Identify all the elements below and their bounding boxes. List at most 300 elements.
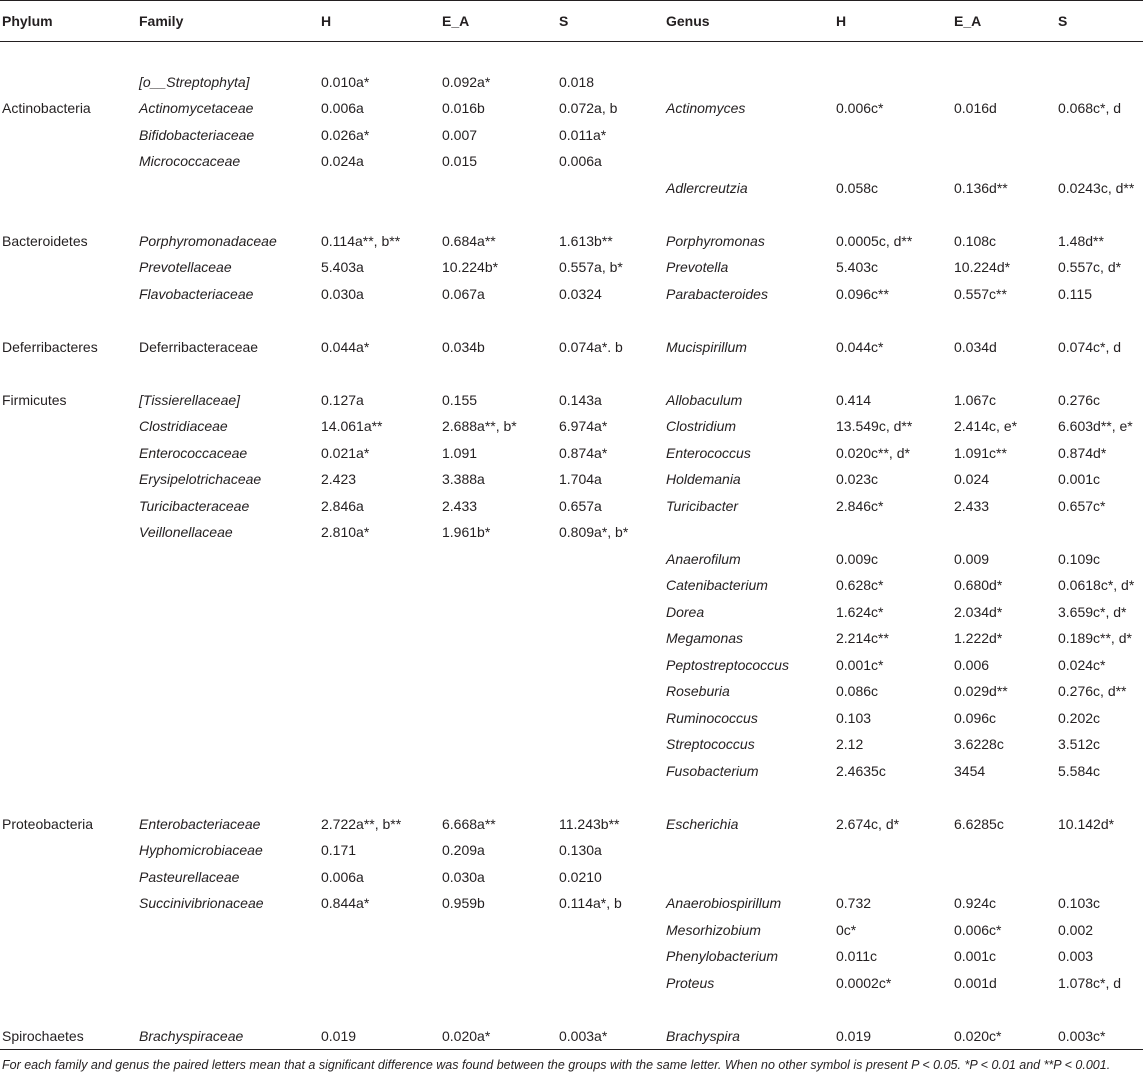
spacer-cell <box>0 784 1143 811</box>
cell-family-ea: 1.961b* <box>442 524 491 541</box>
cell-genus <box>664 519 834 546</box>
cell-genus-ea: 0.680d* <box>954 577 1003 594</box>
cell-family-s <box>557 572 664 599</box>
cell-family-h: 0.044a* <box>321 338 370 355</box>
cell-family-ea: 3.388a <box>442 471 485 488</box>
cell-family-ea: 6.668a** <box>442 815 496 832</box>
cell-genus-h: 0.414 <box>836 391 872 408</box>
cell-genus: Catenibacterium <box>666 577 768 594</box>
cell-genus-s: 0.276c, d** <box>1058 683 1127 700</box>
cell-phylum <box>0 466 137 493</box>
cell-phylum <box>0 413 137 440</box>
table-row <box>0 228 1143 255</box>
cell-genus-h: 2.12 <box>836 736 864 753</box>
cell-family-s <box>557 917 664 944</box>
cell-genus: Adlercreutzia <box>666 179 748 196</box>
cell-phylum <box>0 572 137 599</box>
cell-genus-ea: 2.433 <box>954 497 990 514</box>
cell-family: Micrococcaceae <box>139 153 241 170</box>
cell-family-ea: 0.209a <box>442 842 485 859</box>
cell-genus-ea: 0.006c* <box>954 921 1002 938</box>
cell-genus-h: 0.628c* <box>836 577 884 594</box>
cell-phylum <box>0 917 137 944</box>
cell-genus-ea: 0.924c <box>954 895 997 912</box>
spacer-cell <box>0 42 1143 69</box>
cell-genus: Turicibacter <box>666 497 739 514</box>
cell-genus <box>664 69 834 96</box>
cell-genus-h: 0.006c* <box>836 100 884 117</box>
cell-family: Porphyromonadaceae <box>139 232 277 249</box>
cell-phylum <box>0 758 137 785</box>
cell-genus <box>664 837 834 864</box>
cell-phylum <box>0 281 137 308</box>
cell-family <box>137 572 319 599</box>
cell-family-h: 0.026a* <box>321 126 370 143</box>
cell-family-s <box>557 175 664 202</box>
cell-family-h: 0.019 <box>319 1023 440 1050</box>
cell-phylum <box>0 625 137 652</box>
cell-genus-h: 0.103 <box>836 709 872 726</box>
cell-phylum: Firmicutes <box>2 391 67 408</box>
cell-family-s: 0.0324 <box>559 285 602 302</box>
table-row <box>0 334 1143 361</box>
cell-phylum <box>0 175 137 202</box>
cell-genus-h: 0.0002c* <box>836 974 892 991</box>
cell-family-h: 2.846a <box>321 497 364 514</box>
cell-phylum <box>0 678 137 705</box>
table-row <box>0 705 1143 732</box>
cell-genus-h: 0.001c* <box>836 656 884 673</box>
cell-family-ea <box>440 175 557 202</box>
spacer-cell <box>0 996 1143 1023</box>
cell-genus-s: 0.874d* <box>1058 444 1107 461</box>
table-row <box>0 175 1143 202</box>
cell-family-s <box>557 599 664 626</box>
cell-genus-ea: 6.6285c <box>954 815 1004 832</box>
cell-family-h: 5.403a <box>321 259 364 276</box>
cell-genus: Actinomyces <box>666 100 746 117</box>
cell-genus-h: 0.058c <box>836 179 879 196</box>
cell-family: Enterococcaceae <box>139 444 248 461</box>
cell-genus-s: 1.078c*, d <box>1058 974 1122 991</box>
cell-family-s: 0.072a, b <box>559 100 618 117</box>
cell-family-h <box>319 175 440 202</box>
cell-family-h <box>319 599 440 626</box>
cell-genus: Parabacteroides <box>666 285 768 302</box>
cell-genus-s: 10.142d* <box>1058 815 1115 832</box>
cell-genus-ea: 0.009 <box>954 550 990 567</box>
cell-genus: Roseburia <box>666 683 730 700</box>
cell-family-s <box>557 705 664 732</box>
cell-genus-ea: 0.557c** <box>954 285 1007 302</box>
cell-genus-ea <box>952 122 1056 149</box>
cell-genus-h <box>834 148 952 175</box>
spacer-cell <box>0 201 1143 228</box>
cell-genus-s: 0.109c <box>1058 550 1101 567</box>
cell-genus <box>664 864 834 891</box>
cell-genus: Holdemania <box>666 471 741 488</box>
cell-phylum: Deferribacteres <box>2 338 98 355</box>
cell-family-h <box>319 546 440 573</box>
table-row <box>0 678 1143 705</box>
cell-family-ea: 0.030a <box>442 868 485 885</box>
cell-genus-s: 3.512c <box>1058 736 1101 753</box>
cell-phylum <box>0 864 137 891</box>
cell-genus-ea: 3.6228c <box>954 736 1004 753</box>
cell-genus: Allobaculum <box>666 391 743 408</box>
table-body <box>0 42 1143 1050</box>
table-row <box>0 970 1143 997</box>
cell-phylum <box>0 254 137 281</box>
cell-family-h <box>319 678 440 705</box>
cell-family-h <box>319 943 440 970</box>
cell-family-s: 0.018 <box>559 73 595 90</box>
table-row <box>0 281 1143 308</box>
cell-family: [o__Streptophyta] <box>139 73 250 90</box>
table-row <box>0 387 1143 414</box>
spacer-row <box>0 307 1143 334</box>
cell-genus-s: 3.659c*, d* <box>1058 603 1127 620</box>
cell-family: Bifidobacteriaceae <box>139 126 255 143</box>
header-family-s: S <box>557 1 664 42</box>
cell-family-s: 0.874a* <box>559 444 608 461</box>
cell-genus: Phenylobacterium <box>666 948 779 965</box>
cell-family-h: 0.006a <box>321 100 364 117</box>
cell-family-s: 0.011a* <box>559 126 607 143</box>
cell-family-h <box>319 705 440 732</box>
cell-genus-h: 0.044c* <box>836 338 884 355</box>
cell-genus-s: 0.074c*, d <box>1058 338 1122 355</box>
table-row <box>0 837 1143 864</box>
cell-genus: Mesorhizobium <box>666 921 761 938</box>
cell-family: Veillonellaceae <box>139 524 233 541</box>
cell-family-ea <box>440 943 557 970</box>
cell-family-ea <box>440 970 557 997</box>
cell-genus-ea: 0.029d** <box>954 683 1008 700</box>
cell-genus-s: 0.0618c*, d* <box>1058 577 1135 594</box>
table-row <box>0 917 1143 944</box>
cell-genus-ea <box>952 837 1056 864</box>
cell-family-ea: 0.155 <box>442 391 478 408</box>
cell-family: Prevotellaceae <box>139 259 232 276</box>
spacer-row <box>0 784 1143 811</box>
cell-genus-s: 0.276c <box>1058 391 1101 408</box>
cell-family-ea <box>440 731 557 758</box>
cell-genus-s: 0.557c, d* <box>1058 259 1122 276</box>
cell-genus-ea: 0.006 <box>954 656 990 673</box>
spacer-row <box>0 360 1143 387</box>
cell-genus: Ruminococcus <box>666 709 758 726</box>
cell-family-s <box>557 546 664 573</box>
cell-genus-ea: 2.414c, e* <box>954 418 1018 435</box>
table-row <box>0 148 1143 175</box>
cell-family-h: 0.024a <box>321 153 364 170</box>
cell-family-ea: 0.067a <box>442 285 485 302</box>
cell-family <box>137 546 319 573</box>
header-family-ea: E_A <box>440 1 557 42</box>
cell-family-ea <box>440 546 557 573</box>
cell-family-h <box>319 917 440 944</box>
header-genus-ea: E_A <box>952 1 1056 42</box>
cell-family-ea <box>440 572 557 599</box>
cell-family <box>137 943 319 970</box>
cell-genus-s <box>1056 837 1143 864</box>
table-row <box>0 122 1143 149</box>
table-row <box>0 493 1143 520</box>
cell-genus: Dorea <box>666 603 705 620</box>
cell-genus-h: 0c* <box>836 921 857 938</box>
cell-family-s: 0.657a <box>559 497 602 514</box>
table-row <box>0 572 1143 599</box>
cell-family-ea <box>440 705 557 732</box>
cell-phylum <box>0 440 137 467</box>
cell-genus: Escherichia <box>666 815 739 832</box>
cell-family-h: 0.114a**, b** <box>321 232 401 249</box>
cell-family <box>137 731 319 758</box>
cell-genus-ea: 1.091c** <box>954 444 1007 461</box>
cell-family <box>137 917 319 944</box>
cell-family-h <box>319 572 440 599</box>
table-row <box>0 811 1143 838</box>
cell-family-s: 0.0210 <box>559 868 602 885</box>
cell-family-h: 0.844a* <box>321 895 370 912</box>
cell-phylum <box>0 519 137 546</box>
cell-genus-s: 0.0243c, d** <box>1058 179 1135 196</box>
cell-genus: Megamonas <box>666 630 744 647</box>
cell-phylum: Bacteroidetes <box>2 232 88 249</box>
cell-genus-s: 0.068c*, d <box>1058 100 1122 117</box>
cell-family-s: 0.809a*, b* <box>559 524 629 541</box>
cell-family-s <box>557 678 664 705</box>
cell-genus-h <box>834 519 952 546</box>
cell-genus <box>664 122 834 149</box>
cell-family <box>137 175 319 202</box>
cell-family-ea <box>440 917 557 944</box>
cell-phylum <box>0 599 137 626</box>
cell-genus-ea: 0.016d <box>954 100 997 117</box>
cell-genus-s <box>1056 122 1143 149</box>
cell-genus-s <box>1056 864 1143 891</box>
cell-genus-s: 6.603d**, e* <box>1058 418 1133 435</box>
table-row <box>0 890 1143 917</box>
cell-genus-h: 2.846c* <box>836 497 884 514</box>
header-family-h: H <box>319 1 440 42</box>
cell-genus: Mucispirillum <box>666 338 747 355</box>
cell-genus-ea: 0.024 <box>954 471 990 488</box>
cell-family-ea: 0.007 <box>442 126 478 143</box>
cell-family-h: 2.810a* <box>321 524 370 541</box>
header-phylum: Phylum <box>0 1 137 42</box>
cell-family-h: 0.021a* <box>321 444 370 461</box>
cell-family-ea: 2.688a**, b* <box>442 418 517 435</box>
cell-family-s <box>557 758 664 785</box>
cell-family-h <box>319 731 440 758</box>
cell-phylum <box>0 69 137 96</box>
cell-phylum: Actinobacteria <box>2 100 91 117</box>
cell-phylum <box>0 705 137 732</box>
cell-genus-s <box>1056 519 1143 546</box>
table-row <box>0 519 1143 546</box>
cell-family: Actinomycetaceae <box>139 100 254 117</box>
cell-genus-h: 0.732 <box>836 895 872 912</box>
cell-genus-h: 0.009c <box>836 550 879 567</box>
cell-family-h: 14.061a** <box>321 418 383 435</box>
cell-genus-h <box>834 837 952 864</box>
cell-family-s <box>557 731 664 758</box>
table-row <box>0 864 1143 891</box>
cell-genus-ea <box>952 864 1056 891</box>
header-genus-s: S <box>1056 1 1143 42</box>
cell-genus: Anaerofilum <box>666 550 741 567</box>
cell-family-ea <box>440 625 557 652</box>
cell-phylum <box>0 837 137 864</box>
cell-genus-h <box>834 122 952 149</box>
cell-family-s: 0.006a <box>559 153 602 170</box>
cell-phylum <box>0 652 137 679</box>
spacer-row <box>0 42 1143 69</box>
cell-genus-ea: 0.096c <box>954 709 997 726</box>
cell-family <box>137 758 319 785</box>
cell-genus-s: 0.002 <box>1058 921 1094 938</box>
cell-genus-s: 0.024c* <box>1058 656 1106 673</box>
table-row <box>0 625 1143 652</box>
spacer-cell <box>0 360 1143 387</box>
cell-genus-h: 0.096c** <box>836 285 889 302</box>
cell-genus: Streptococcus <box>666 736 755 753</box>
cell-genus-ea: 10.224d* <box>954 259 1011 276</box>
cell-family: Succinivibrionaceae <box>139 895 264 912</box>
cell-genus-h: 13.549c, d** <box>836 418 913 435</box>
cell-phylum <box>0 943 137 970</box>
cell-family-ea: 2.433 <box>442 497 478 514</box>
cell-family-s: 0.130a <box>559 842 602 859</box>
cell-genus-s: 5.584c <box>1058 762 1101 779</box>
cell-genus-s <box>1056 148 1143 175</box>
cell-genus-h: 5.403c <box>836 259 879 276</box>
cell-family-ea: 0.020a* <box>440 1023 557 1050</box>
cell-genus-ea: 0.136d** <box>954 179 1008 196</box>
cell-genus-h: 0.020c**, d* <box>836 444 910 461</box>
cell-genus-ea: 0.108c <box>954 232 997 249</box>
cell-phylum <box>0 148 137 175</box>
spacer-row <box>0 201 1143 228</box>
cell-genus: Porphyromonas <box>666 232 765 249</box>
cell-genus-ea: 1.067c <box>954 391 997 408</box>
cell-family-ea <box>440 758 557 785</box>
cell-genus-h: 1.624c* <box>836 603 884 620</box>
cell-genus-h <box>834 864 952 891</box>
cell-genus-ea: 1.222d* <box>954 630 1003 647</box>
cell-genus-ea: 0.020c* <box>952 1023 1056 1050</box>
cell-phylum: Proteobacteria <box>2 815 94 832</box>
cell-genus-s: 0.003 <box>1058 948 1094 965</box>
cell-genus: Proteus <box>666 974 715 991</box>
cell-genus-s: 0.657c* <box>1058 497 1106 514</box>
cell-genus-s: 0.115 <box>1058 285 1092 302</box>
cell-family <box>137 970 319 997</box>
cell-family: Pasteurellaceae <box>139 868 240 885</box>
cell-phylum <box>0 493 137 520</box>
cell-genus <box>664 148 834 175</box>
cell-family-ea <box>440 652 557 679</box>
cell-family-s <box>557 970 664 997</box>
cell-phylum <box>0 546 137 573</box>
cell-genus-s: 1.48d** <box>1058 232 1104 249</box>
table-row <box>0 758 1143 785</box>
cell-family-s: 0.114a*, b <box>559 895 622 912</box>
cell-family <box>137 625 319 652</box>
cell-family-h: 0.006a <box>321 868 364 885</box>
cell-genus-h: 0.011c <box>836 948 877 965</box>
cell-genus-h <box>834 69 952 96</box>
table-row <box>0 1023 1143 1050</box>
table-row <box>0 466 1143 493</box>
cell-genus-h: 0.019 <box>834 1023 952 1050</box>
header-row <box>0 1 1143 42</box>
cell-genus-ea <box>952 519 1056 546</box>
cell-genus-s: 0.103c <box>1058 895 1101 912</box>
cell-family: Deferribacteraceae <box>139 338 259 355</box>
spacer-cell <box>0 307 1143 334</box>
cell-family: Turicibacteraceae <box>139 497 250 514</box>
cell-family-h <box>319 652 440 679</box>
cell-family-ea: 0.015 <box>442 153 478 170</box>
cell-family-h: 2.423 <box>321 471 357 488</box>
cell-family-s: 6.974a* <box>559 418 608 435</box>
cell-family <box>137 705 319 732</box>
cell-family-ea: 0.959b <box>442 895 485 912</box>
table-row <box>0 69 1143 96</box>
cell-family <box>137 652 319 679</box>
cell-genus-ea <box>952 69 1056 96</box>
table-row <box>0 413 1143 440</box>
cell-family-ea: 0.684a** <box>442 232 496 249</box>
cell-family-ea <box>440 599 557 626</box>
cell-genus-h: 0.0005c, d** <box>836 232 913 249</box>
cell-family: Erysipelotrichaceae <box>139 471 262 488</box>
cell-family-ea <box>440 678 557 705</box>
table-footnote: For each family and genus the paired letters mean that a significant difference was found between the groups with the same letter. When no other symbol is present P < 0.05. *P < 0.01 and **P < 0.001. <box>2 1058 1111 1072</box>
cell-family-h: 0.030a <box>321 285 364 302</box>
cell-family-ea: 0.092a* <box>442 73 491 90</box>
cell-family: [Tissierellaceae] <box>139 391 241 408</box>
cell-family <box>137 599 319 626</box>
cell-family: Clostridiaceae <box>139 418 228 435</box>
cell-genus: Enterococcus <box>666 444 751 461</box>
cell-genus-s: 0.202c <box>1058 709 1101 726</box>
cell-family-h: 0.127a <box>321 391 364 408</box>
table-row <box>0 943 1143 970</box>
cell-genus-h: 0.086c <box>836 683 879 700</box>
table-row <box>0 254 1143 281</box>
cell-family <box>137 678 319 705</box>
cell-phylum <box>0 122 137 149</box>
table-row <box>0 546 1143 573</box>
cell-genus-s: 0.189c**, d* <box>1058 630 1132 647</box>
spacer-row <box>0 996 1143 1023</box>
cell-family-s: 1.613b** <box>559 232 613 249</box>
table-row <box>0 440 1143 467</box>
cell-genus-h: 2.674c, d* <box>836 815 900 832</box>
cell-family-s <box>557 943 664 970</box>
table-row <box>0 652 1143 679</box>
cell-genus-ea: 2.034d* <box>954 603 1003 620</box>
table-row <box>0 95 1143 122</box>
cell-genus-ea: 0.034d <box>954 338 997 355</box>
cell-phylum <box>0 970 137 997</box>
cell-genus-ea <box>952 148 1056 175</box>
cell-genus-s <box>1056 69 1143 96</box>
